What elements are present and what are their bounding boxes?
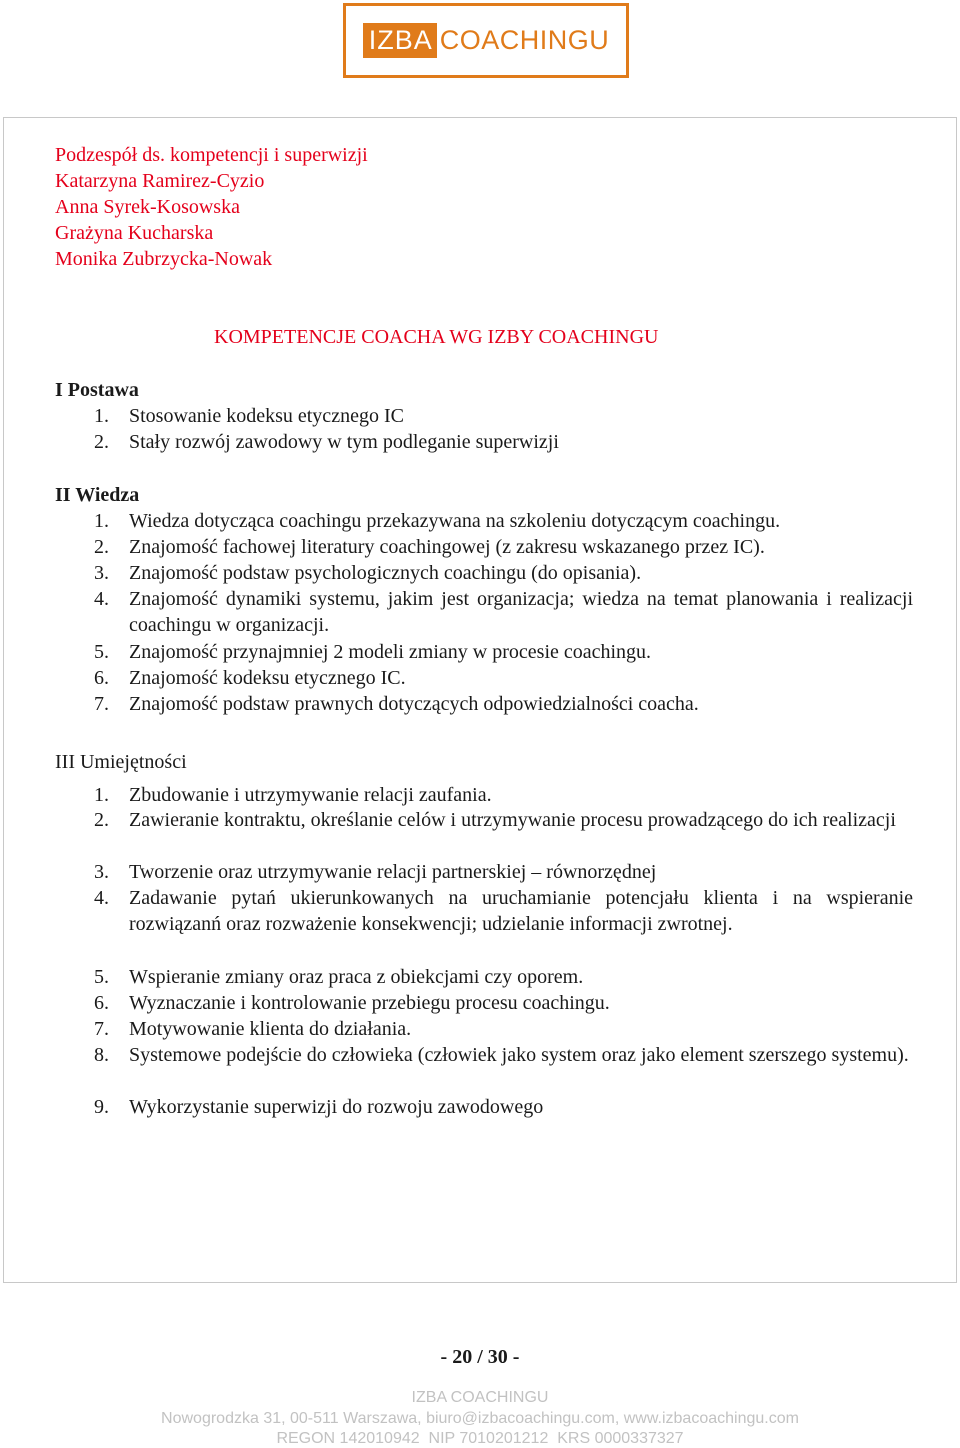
list-item: Tworzenie oraz utrzymywanie relacji partnerskiej – równorzędnej: [129, 861, 657, 883]
list-number: 3.: [94, 562, 109, 584]
list-number: 4.: [94, 588, 109, 610]
list-number: 2.: [94, 431, 109, 453]
list-number: 5.: [94, 641, 109, 663]
list-item: Zbudowanie i utrzymywanie relacji zaufania.: [129, 784, 492, 806]
list-number: 7.: [94, 693, 109, 715]
document-title: KOMPETENCJE COACHA WG IZBY COACHINGU: [214, 326, 659, 348]
list-number: 9.: [94, 1096, 109, 1118]
list-number: 8.: [94, 1044, 109, 1066]
list-item: Systemowe podejście do człowieka (człowiek jako system oraz jako element szerszego systemu).: [129, 1044, 909, 1066]
footer-address: Nowogrodzka 31, 00-511 Warszawa, biuro@izbacoachingu.com, www.izbacoachingu.com: [161, 1410, 799, 1427]
list-item: Wyznaczanie i kontrolowanie przebiegu procesu coachingu.: [129, 992, 610, 1014]
list-item: Znajomość podstaw psychologicznych coachingu (do opisania).: [129, 562, 642, 584]
section-heading-wiedza: II Wiedza: [55, 484, 140, 506]
list-item: Wykorzystanie superwizji do rozwoju zawodowego: [129, 1096, 544, 1118]
list-item: Znajomość dynamiki systemu, jakim jest organizacja; wiedza na temat planowania i realizacji coachingu w organizacji.: [129, 588, 913, 636]
list-number: 3.: [94, 861, 109, 883]
list-item: Stały rozwój zawodowy w tym podleganie superwizji: [129, 431, 559, 453]
logo-coachingu-text: COACHINGU: [439, 25, 610, 55]
list-item: Znajomość przynajmniej 2 modeli zmiany w procesie coachingu.: [129, 641, 652, 663]
list-number: 2.: [94, 536, 109, 558]
list-number: 4.: [94, 887, 109, 909]
subgroup-title: Podzespół ds. kompetencji i superwizji: [55, 144, 368, 166]
list-item: Znajomość kodeksu etycznego IC.: [129, 667, 406, 689]
footer-org: IZBA COACHINGU: [411, 1389, 549, 1406]
list-number: 1.: [94, 405, 109, 427]
list-item: Stosowanie kodeksu etycznego IC: [129, 405, 404, 427]
list-item: Znajomość fachowej literatury coachingowej (z zakresu wskazanego przez IC).: [129, 536, 765, 558]
list-item: Zadawanie pytań ukierunkowanych na uruchamianie potencjału klienta i na wspieranie rozwiązanń oraz rozważenie konsekwencji; udzielanie informacji zwrotnej.: [129, 887, 913, 935]
list-number: 5.: [94, 966, 109, 988]
izba-coachingu-logo: [343, 3, 629, 78]
logo-izba-text: IZBA: [363, 23, 437, 58]
list-item: Wiedza dotycząca coachingu przekazywana na szkoleniu dotyczącym coachingu.: [129, 510, 781, 532]
list-number: 2.: [94, 809, 109, 831]
list-item: Znajomość podstaw prawnych dotyczących odpowiedzialności coacha.: [129, 693, 699, 715]
list-number: 6.: [94, 992, 109, 1014]
list-number: 1.: [94, 510, 109, 532]
list-number: 7.: [94, 1018, 109, 1040]
footer-registry: REGON 142010942 NIP 7010201212 KRS 0000337327: [276, 1430, 684, 1447]
member-name: Grażyna Kucharska: [55, 222, 214, 244]
member-name: Monika Zubrzycka-Nowak: [55, 248, 273, 270]
page-number: - 20 / 30 -: [440, 1346, 520, 1368]
list-number: 1.: [94, 784, 109, 806]
list-number: 6.: [94, 667, 109, 689]
list-item: Motywowanie klienta do działania.: [129, 1018, 412, 1040]
list-item: Wspieranie zmiany oraz praca z obiekcjami czy oporem.: [129, 966, 584, 988]
list-item: Zawieranie kontraktu, określanie celów i utrzymywanie procesu prowadzącego do ich realizacji: [129, 809, 896, 831]
section-heading-umiejetnosci: III Umiejętności: [55, 751, 187, 773]
member-name: Anna Syrek-Kosowska: [55, 196, 240, 218]
member-name: Katarzyna Ramirez-Cyzio: [55, 170, 265, 192]
section-heading-postawa: I Postawa: [55, 379, 139, 401]
